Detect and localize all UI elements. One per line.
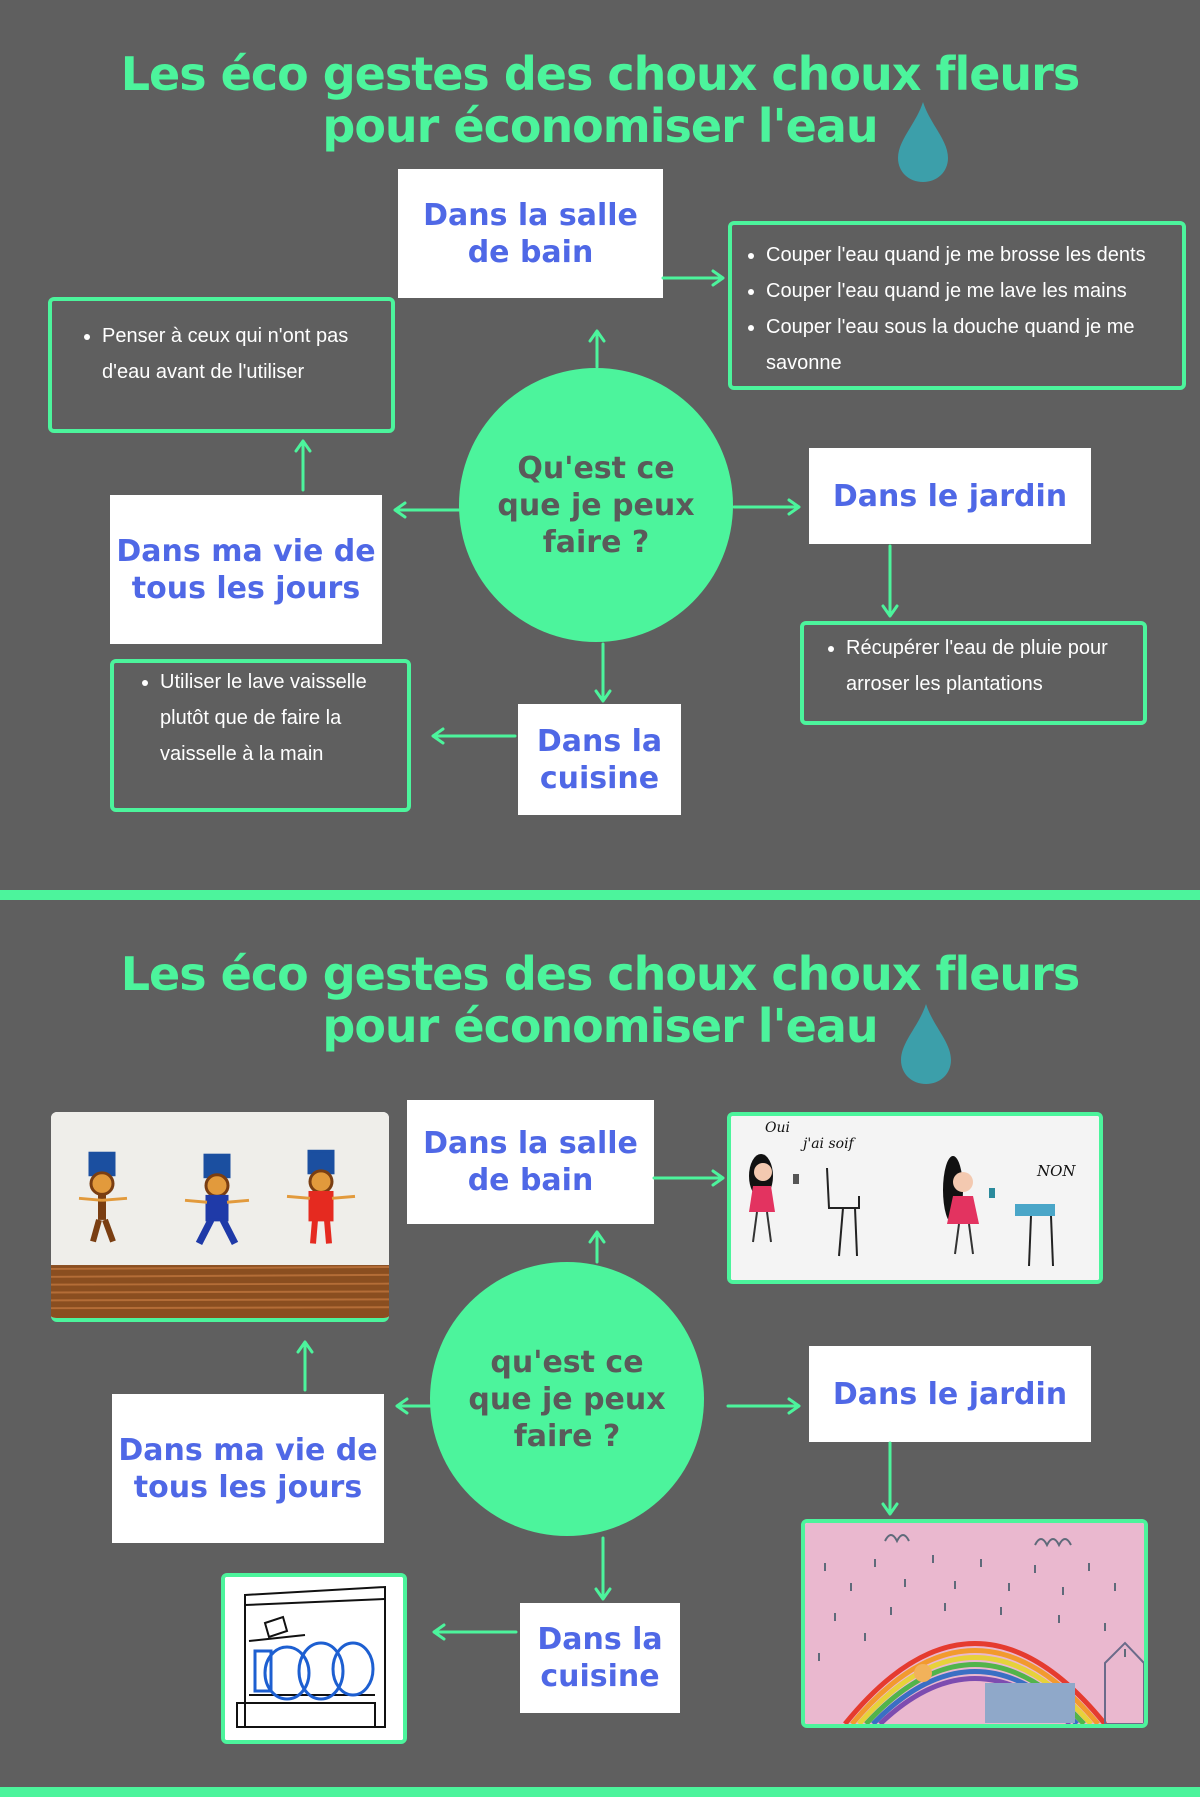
- bathroom-label: Dans la salle de bain: [423, 197, 638, 270]
- kitchen-label: Dans la cuisine: [536, 723, 663, 796]
- bathroom-label: Dans la salle de bain: [423, 1126, 638, 1198]
- bathroom-action: • Couper l'eau sous la douche quand je me savonne: [766, 309, 1172, 381]
- garden-label: Dans le jardin: [832, 478, 1068, 514]
- garden-action: • Récupérer l'eau de pluie pour arroser les plantations: [846, 630, 1133, 702]
- panel2-title-line1: Les éco gestes des choux choux fleurs: [120, 947, 1080, 1001]
- kitchen-label: Dans la cuisine: [537, 1622, 663, 1694]
- drawing-text-no: NON: [1037, 1162, 1076, 1180]
- bathroom-action: • Couper l'eau quand je me brosse les dents: [766, 237, 1172, 273]
- panel2-title-line2: pour économiser l'eau: [322, 999, 878, 1053]
- daily-label: Dans ma vie de tous les jours: [116, 533, 376, 606]
- drawing-text-thirsty: j'ai soif: [803, 1136, 854, 1152]
- daily-label: Dans ma vie de tous les jours: [118, 1432, 378, 1505]
- garden-label: Dans le jardin: [832, 1376, 1068, 1412]
- panel1-title-line1: Les éco gestes des choux choux fleurs: [120, 47, 1080, 101]
- drawing-text-yes: Oui: [765, 1120, 790, 1136]
- kitchen-action: • Utiliser le lave vaisselle plutôt que de faire la vaisselle à la main: [160, 664, 397, 772]
- center-question-text: qu'est ce que je peux faire ?: [468, 1344, 666, 1454]
- daily-action: • Penser à ceux qui n'ont pas d'eau avant de l'utiliser: [102, 318, 381, 390]
- panel1-title-line2: pour économiser l'eau: [322, 99, 878, 153]
- center-question-text: Qu'est ce que je peux faire ?: [497, 450, 695, 560]
- bathroom-action: • Couper l'eau quand je me lave les mains: [766, 273, 1172, 309]
